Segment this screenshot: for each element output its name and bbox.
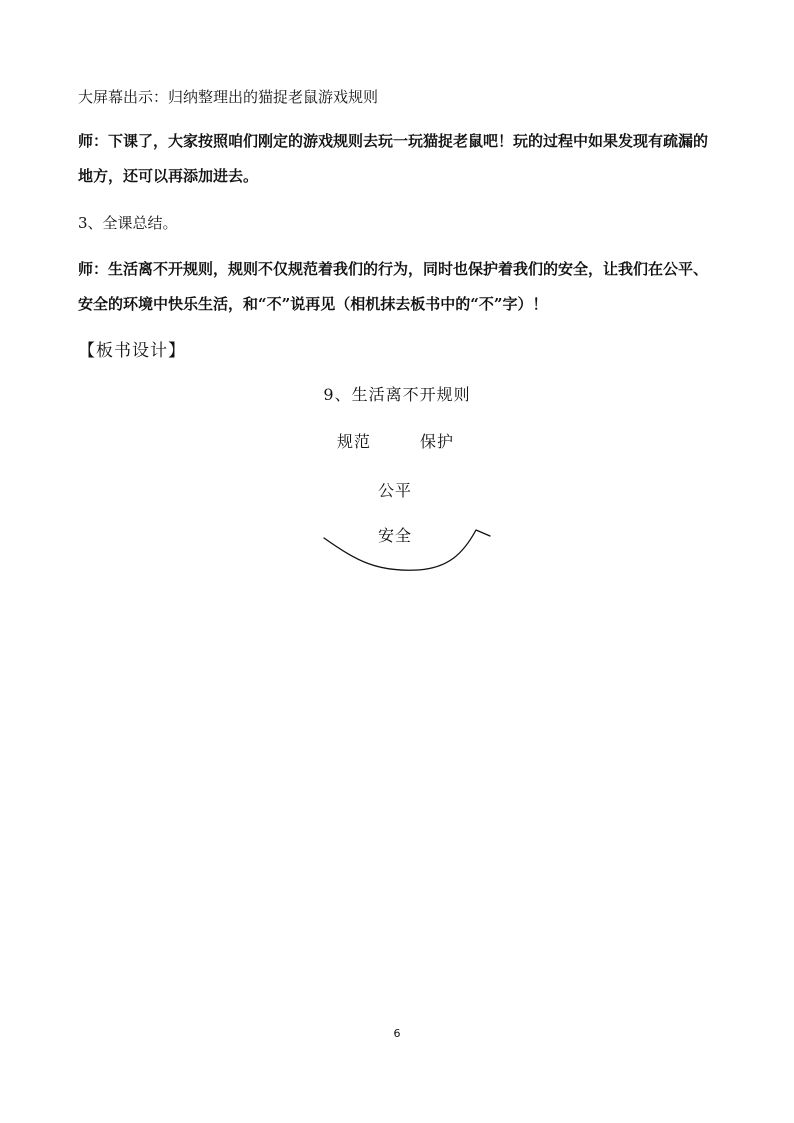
board-design-title: 9、生活离不开规则 [323,385,471,404]
paragraph-summary-heading: 3、全课总结。 [78,214,178,232]
board-word-safe: 安全 [378,526,413,545]
paragraph-screen-display: 大屏幕出示：归纳整理出的猫捉老鼠游戏规则 [78,88,379,106]
paragraph-teacher-summary: 师：生活离不开规则，规则不仅规范着我们的行为，同时也保护着我们的安全，让我们在公平、安全的环境中快乐生活，和“不”说再见（相机抹去板书中的“不”字）！ [78,260,709,313]
board-word-protect: 保护 [420,432,455,451]
board-word-fair: 公平 [378,481,413,500]
paragraph-teacher-dismiss: 师：下课了，大家按照咱们刚定的游戏规则去玩一玩猫捉老鼠吧！玩的过程中如果发现有疏漏的地方，还可以再添加进去。 [78,132,709,185]
smile-curve-drawing [318,524,498,576]
page-number: 6 [393,1027,401,1040]
board-word-norm: 规范 [337,432,372,451]
board-design-heading: 【板书设计】 [78,341,186,361]
